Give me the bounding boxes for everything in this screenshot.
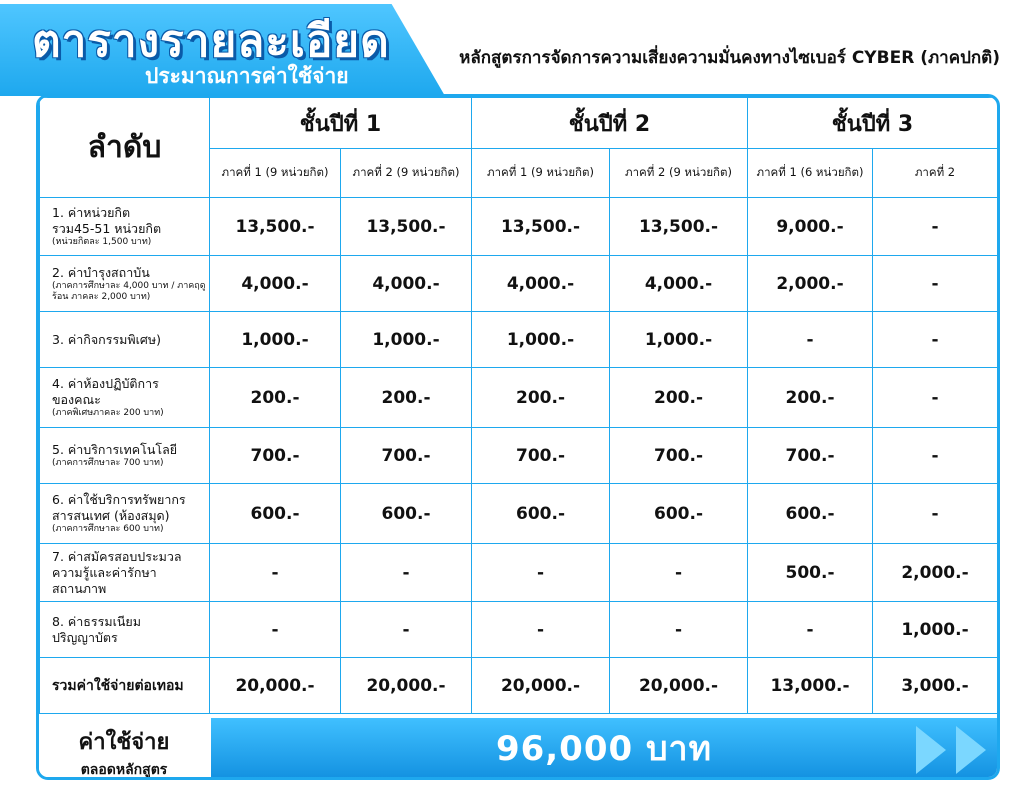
table-cell: 1,000.- — [472, 312, 610, 368]
row-label — [40, 198, 210, 256]
table-row — [40, 368, 998, 428]
table-cell: - — [341, 602, 472, 658]
row-label — [40, 544, 210, 602]
row-label-line1: 4. ค่าห้องปฏิบัติการ — [52, 376, 159, 391]
table-cell: 200.- — [748, 368, 873, 428]
sum-cell: 3,000.- — [873, 658, 998, 714]
table-cell: 600.- — [472, 484, 610, 544]
row-label-line1: 8. ค่าธรรมเนียม — [52, 613, 141, 629]
row-label — [40, 484, 210, 544]
table-cell: 4,000.- — [341, 256, 472, 312]
table-cell: 1,000.- — [873, 602, 998, 658]
table-cell: 700.- — [748, 428, 873, 484]
year-3-header: ชั้นปีที่ 3 — [748, 98, 998, 149]
table-cell: 500.- — [748, 544, 873, 602]
table-row — [40, 484, 998, 544]
term-header: ภาคที่ 1 (6 หน่วยกิต) — [748, 149, 873, 198]
row-label-line1: 2. ค่าบำรุงสถาบัน — [52, 264, 150, 280]
table-cell: 700.- — [610, 428, 748, 484]
table-cell: 200.- — [341, 368, 472, 428]
table-cell: 600.- — [610, 484, 748, 544]
table-cell: 200.- — [472, 368, 610, 428]
table-cell: 1,000.- — [610, 312, 748, 368]
year-1-header: ชั้นปีที่ 1 — [210, 98, 472, 149]
table-cell: - — [873, 428, 998, 484]
table-cell: 200.- — [210, 368, 341, 428]
row-label-line1: 6. ค่าใช้บริการทรัพยากร — [52, 492, 186, 507]
row-label-line2: ของคณะ — [52, 392, 101, 407]
sum-cell: 20,000.- — [472, 658, 610, 714]
term-header: ภาคที่ 1 (9 หน่วยกิต) — [210, 149, 341, 198]
table-cell: 1,000.- — [210, 312, 341, 368]
row-note: (ภาคการศึกษาละ 700 บาท) — [52, 458, 164, 468]
table-cell: - — [210, 544, 341, 602]
total-label — [39, 718, 209, 780]
table-cell: - — [873, 256, 998, 312]
term-header: ภาคที่ 2 (9 หน่วยกิต) — [610, 149, 748, 198]
page-subtitle: ประมาณการค่าใช้จ่าย — [145, 64, 349, 88]
row-note: (ภาคพิเศษภาคละ 200 บาท) — [52, 408, 164, 418]
row-label-line2: สารสนเทศ (ห้องสมุด) — [52, 508, 170, 523]
table-cell: 13,500.- — [610, 198, 748, 256]
term-header: ภาคที่ 2 — [873, 149, 998, 198]
table-cell: - — [472, 544, 610, 602]
table-cell: 700.- — [472, 428, 610, 484]
table-cell: - — [873, 484, 998, 544]
table-cell: 13,500.- — [210, 198, 341, 256]
sum-cell: 20,000.- — [341, 658, 472, 714]
table-cell: 2,000.- — [748, 256, 873, 312]
table-cell: 700.- — [210, 428, 341, 484]
total-label-line2: ตลอดหลักสูตร — [80, 762, 168, 778]
table-cell: 700.- — [341, 428, 472, 484]
table-cell: - — [873, 312, 998, 368]
cost-table — [39, 97, 998, 714]
table-cell: 4,000.- — [472, 256, 610, 312]
chevron-right-icon — [956, 726, 986, 774]
course-title: หลักสูตรการจัดการความเสี่ยงความมั่นคงทางไซเบอร์ CYBER (ภาคปกติ) — [459, 48, 1000, 68]
row-label — [40, 312, 210, 368]
table-row — [40, 602, 998, 658]
table-row — [40, 312, 998, 368]
row-label — [40, 256, 210, 312]
table-cell: 4,000.- — [610, 256, 748, 312]
table-cell: 13,500.- — [341, 198, 472, 256]
table-cell: 600.- — [341, 484, 472, 544]
term-header: ภาคที่ 1 (9 หน่วยกิต) — [472, 149, 610, 198]
table-cell: - — [610, 544, 748, 602]
row-label — [40, 428, 210, 484]
table-cell: 13,500.- — [472, 198, 610, 256]
table-cell: 9,000.- — [748, 198, 873, 256]
order-header: ลำดับ — [40, 98, 210, 198]
row-note: (ภาคการศึกษาละ 600 บาท) — [52, 524, 164, 534]
row-label-line1: 7. ค่าสมัครสอบประมวล — [52, 548, 182, 564]
table-row — [40, 544, 998, 602]
row-label-line1: 3. ค่ากิจกรรมพิเศษ) — [52, 331, 161, 347]
year-2-header: ชั้นปีที่ 2 — [472, 98, 748, 149]
table-cell: - — [748, 312, 873, 368]
row-note: (หน่วยกิตละ 1,500 บาท) — [52, 237, 152, 247]
row-label-line1: 1. ค่าหน่วยกิต — [52, 205, 131, 220]
table-cell: 2,000.- — [873, 544, 998, 602]
sum-cell: 20,000.- — [210, 658, 341, 714]
table-cell: 200.- — [610, 368, 748, 428]
table-cell: - — [210, 602, 341, 658]
sum-cell: 13,000.- — [748, 658, 873, 714]
table-cell: - — [873, 368, 998, 428]
table-cell: - — [472, 602, 610, 658]
table-cell: - — [748, 602, 873, 658]
row-label — [40, 368, 210, 428]
table-row — [40, 198, 998, 256]
cost-table-frame — [36, 94, 1000, 780]
table-cell: 1,000.- — [341, 312, 472, 368]
row-label-line2: ปริญญาบัตร — [52, 629, 118, 645]
row-label — [40, 602, 210, 658]
table-cell: - — [873, 198, 998, 256]
table-cell: 600.- — [748, 484, 873, 544]
total-label-line1: ค่าใช้จ่าย — [78, 730, 170, 755]
table-cell: - — [341, 544, 472, 602]
table-row — [40, 428, 998, 484]
table-cell: 600.- — [210, 484, 341, 544]
table-row — [40, 256, 998, 312]
row-label-line1: 5. ค่าบริการเทคโนโลยี — [52, 442, 178, 457]
row-label-line2: ความรู้และค่ารักษาสถานภาพ — [52, 564, 157, 596]
sum-label: รวมค่าใช้จ่ายต่อเทอม — [40, 658, 210, 714]
page-title: ตารางรายละเอียด — [32, 16, 390, 67]
table-cell: 4,000.- — [210, 256, 341, 312]
sum-cell: 20,000.- — [610, 658, 748, 714]
table-cell: - — [610, 602, 748, 658]
row-note: (ภาคการศึกษาละ 4,000 บาท / ภาคฤดูร้อน ภาคละ 2,000 บาท) — [52, 280, 206, 302]
sum-row — [40, 658, 998, 714]
chevron-right-icon — [916, 726, 946, 774]
total-amount: 96,000 บาท — [495, 729, 713, 769]
term-header: ภาคที่ 2 (9 หน่วยกิต) — [341, 149, 472, 198]
total-banner — [211, 718, 997, 780]
row-label-line2: รวม45-51 หน่วยกิต — [52, 221, 162, 236]
